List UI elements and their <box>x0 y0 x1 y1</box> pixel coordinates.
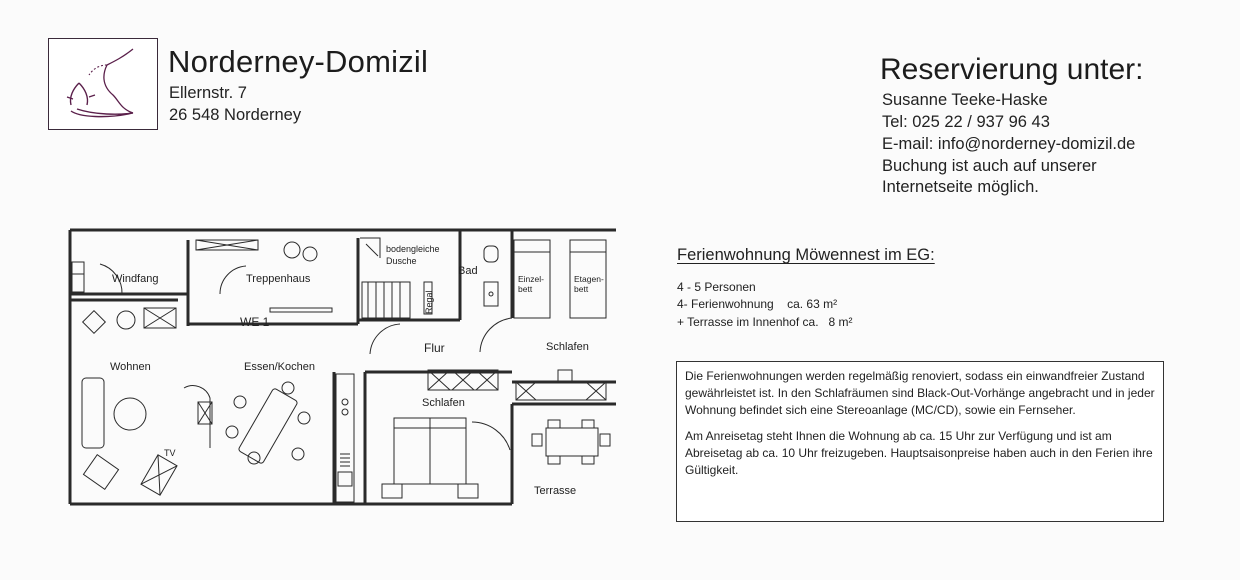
label-etagenbett-2: bett <box>574 284 589 294</box>
label-schlafen-mid: Schlafen <box>422 397 465 409</box>
notice-paragraph-arrival: Am Anreisetag steht Ihnen die Wohnung ab ca. 15 Uhr zur Verfügung und ist am Abreisetag ab ca. 10 Uhr freizugeben. Hauptsaisonpreise haben auch in den Ferien ihre Gültigkeit. <box>685 429 1153 477</box>
windfang-cabinet <box>72 262 84 292</box>
door-swing-flur <box>370 324 400 354</box>
plant-icon-2 <box>117 311 135 329</box>
armchair <box>83 455 118 490</box>
notice-box <box>676 361 1164 522</box>
seagull-logo-icon <box>49 39 157 129</box>
label-we1: WE 1 <box>240 315 270 329</box>
notice-paragraph-renovation: Die Ferienwohnungen werden regelmäßig renoviert, sodass ein einwandfreier Zustand gewährleistet ist. In den Schlafräumen sind Black-Out-Vorhänge angebracht und in jeder Wohnung befindet sich eine Stereoanlage (MC/CD), sowie ein Fernseher. <box>685 369 1155 417</box>
reservation-online-line2: Internetseite möglich. <box>882 178 1039 196</box>
logo <box>48 38 158 130</box>
wall-windfang <box>70 240 188 294</box>
brand-street: Ellernstr. 7 <box>169 84 247 102</box>
label-flur: Flur <box>424 341 445 355</box>
plant-icon <box>284 242 300 258</box>
brand-name: Norderney-Domizil <box>168 44 429 79</box>
reservation-heading: Reservierung unter: <box>880 53 1144 86</box>
reservation-email[interactable]: E-mail: info@norderney-domizil.de <box>882 135 1136 153</box>
reservation-phone[interactable]: Tel: 025 22 / 937 96 43 <box>882 113 1050 131</box>
label-regal: Regal <box>424 290 434 314</box>
sofa <box>82 378 104 448</box>
label-dusche-1: bodengleiche <box>386 244 440 254</box>
label-essen-kochen: Essen/Kochen <box>244 361 315 373</box>
label-einzelbett-2: bett <box>518 284 533 294</box>
lamp-icon <box>83 311 106 334</box>
apartment-persons: 4 - 5 Personen <box>677 280 756 294</box>
toilet-icon <box>484 246 498 262</box>
reservation-online-line1: Buchung ist auch auf unserer <box>882 157 1097 175</box>
door-swing-treppenhaus <box>220 266 246 294</box>
apartment-title: Ferienwohnung Möwennest im EG: <box>677 246 935 264</box>
terrace-table <box>546 428 598 456</box>
label-bad: Bad <box>458 265 478 277</box>
staircase <box>362 282 410 318</box>
dining-table <box>238 388 298 464</box>
label-einzelbett-1: Einzel- <box>518 274 544 284</box>
label-schlafen-right: Schlafen <box>546 341 589 353</box>
schlafen-desk <box>516 382 606 400</box>
treppenhaus-sill <box>270 308 332 312</box>
kitchen-counter <box>336 374 354 502</box>
label-dusche-2: Dusche <box>386 256 417 266</box>
label-tv: TV <box>164 448 176 458</box>
door-swing-schlafen-mid <box>472 422 510 450</box>
label-etagenbett-1: Etagen- <box>574 274 604 284</box>
brand-city: 26 548 Norderney <box>169 106 302 124</box>
label-treppenhaus: Treppenhaus <box>246 273 311 285</box>
reservation-contact: Susanne Teeke-Haske <box>882 91 1048 109</box>
apartment-terrace: + Terrasse im Innenhof ca. 8 m² <box>677 315 853 329</box>
apartment-size: 4- Ferienwohnung ca. 63 m² <box>677 297 838 311</box>
cabinet <box>184 386 210 448</box>
door-swing-schlafen <box>480 318 512 352</box>
label-windfang: Windfang <box>112 273 159 285</box>
label-terrasse: Terrasse <box>534 485 577 497</box>
label-wohnen: Wohnen <box>110 361 151 373</box>
coffee-table <box>114 398 146 430</box>
washbasin-icon <box>484 282 498 306</box>
floor-plan <box>60 222 616 508</box>
